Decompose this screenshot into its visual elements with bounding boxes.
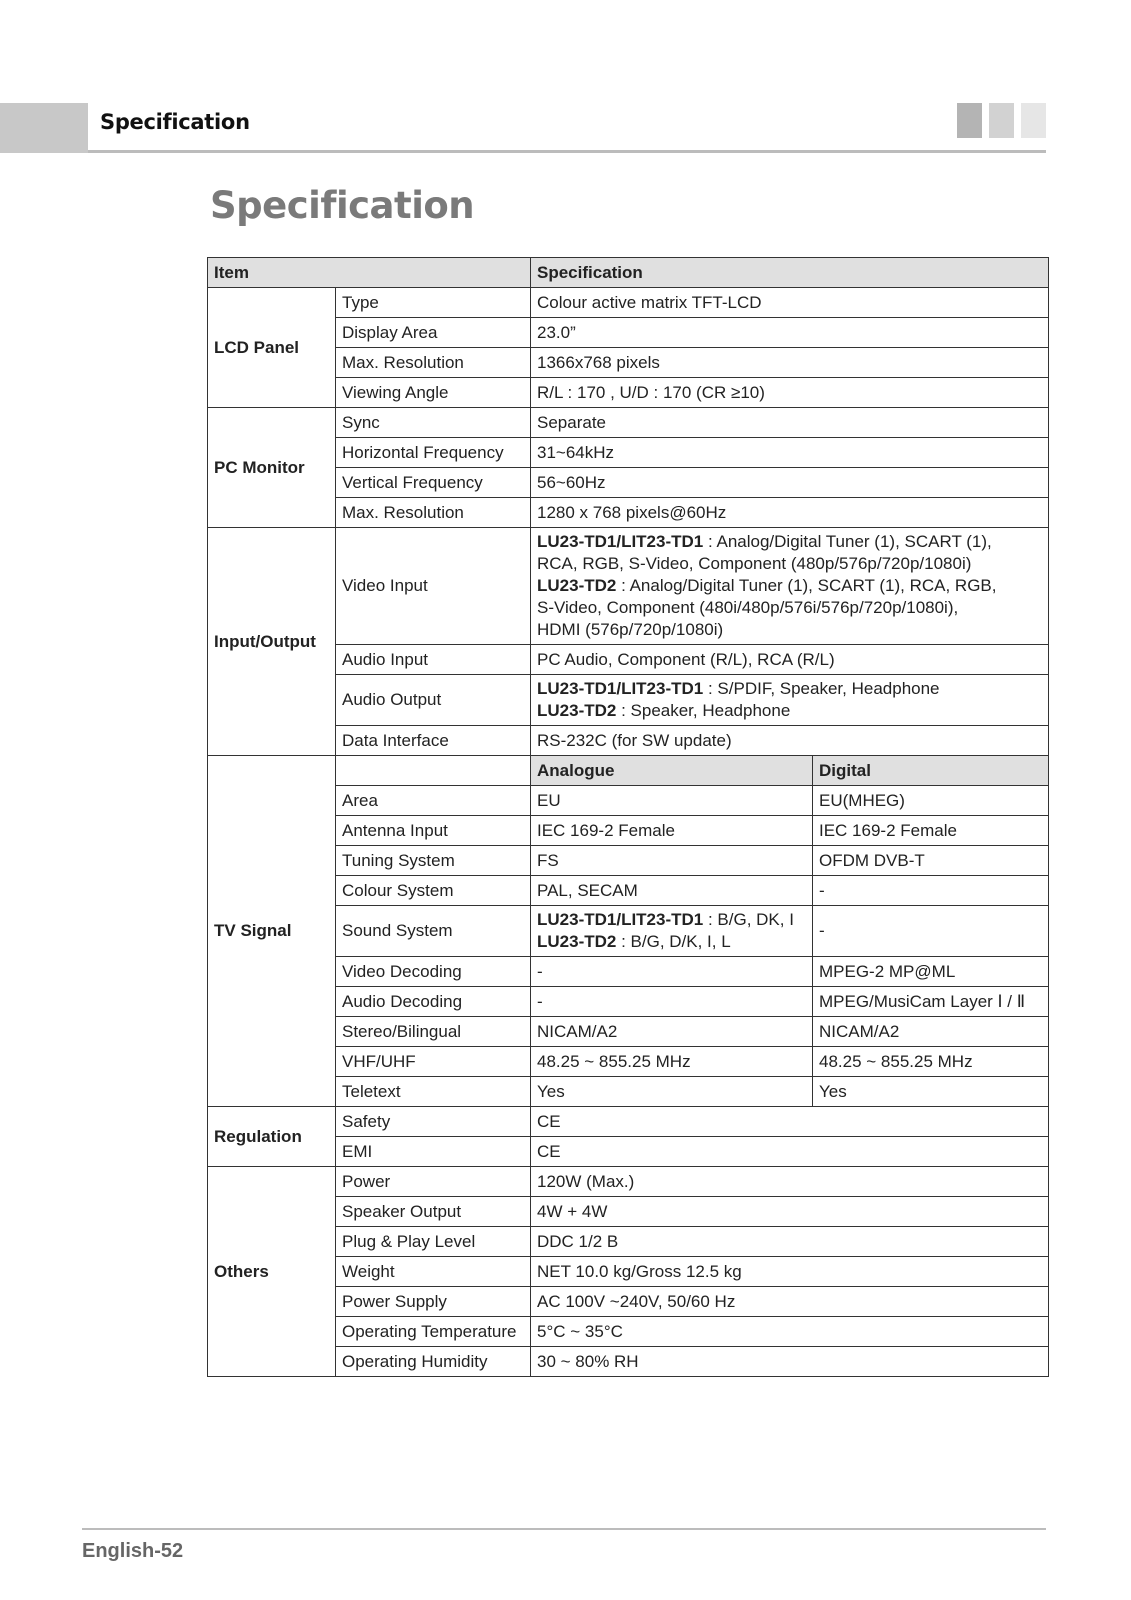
video-input-line-1: [537, 531, 1042, 553]
item-value: R/L : 170 , U/D : 170 (CR ≥10): [531, 378, 1049, 408]
item-label: Stereo/Bilingual: [336, 1017, 531, 1047]
table-header-row: [208, 258, 1049, 288]
model-name: LU23-TD1/LIT23-TD1: [537, 532, 704, 551]
item-value-video-input: [531, 528, 1049, 645]
item-label: Display Area: [336, 318, 531, 348]
digital-value: OFDM DVB-T: [813, 846, 1049, 876]
specification-table: [207, 257, 1049, 1377]
header-specification: Specification: [531, 258, 1049, 288]
item-label: Power Supply: [336, 1287, 531, 1317]
item-label: Power: [336, 1167, 531, 1197]
analogue-value: 48.25 ~ 855.25 MHz: [531, 1047, 813, 1077]
video-input-line-4: S-Video, Component (480i/480p/576i/576p/720p/1080i),: [537, 598, 959, 617]
video-input-line-3: [537, 575, 1042, 597]
empty-cell: [336, 756, 531, 786]
item-value: Colour active matrix TFT-LCD: [531, 288, 1049, 318]
digital-value: Yes: [813, 1077, 1049, 1107]
analogue-value: PAL, SECAM: [531, 876, 813, 906]
table-row: [208, 528, 1049, 645]
item-label: Safety: [336, 1107, 531, 1137]
analogue-value: Yes: [531, 1077, 813, 1107]
subheader-digital: Digital: [813, 756, 1049, 786]
category-lcd-panel: LCD Panel: [208, 288, 336, 408]
item-value: 4W + 4W: [531, 1197, 1049, 1227]
item-label: Operating Humidity: [336, 1347, 531, 1377]
category-tv-signal: TV Signal: [208, 756, 336, 1107]
item-value: 23.0”: [531, 318, 1049, 348]
analogue-value: IEC 169-2 Female: [531, 816, 813, 846]
value-text: : B/G, DK, I: [703, 910, 794, 929]
item-label: Max. Resolution: [336, 498, 531, 528]
item-value: CE: [531, 1137, 1049, 1167]
item-label: Vertical Frequency: [336, 468, 531, 498]
item-label: Operating Temperature: [336, 1317, 531, 1347]
item-label: Type: [336, 288, 531, 318]
item-label: Teletext: [336, 1077, 531, 1107]
analogue-value: -: [531, 957, 813, 987]
item-value: 1280 x 768 pixels@60Hz: [531, 498, 1049, 528]
item-value: PC Audio, Component (R/L), RCA (R/L): [531, 645, 1049, 675]
digital-value: MPEG-2 MP@ML: [813, 957, 1049, 987]
item-label: Max. Resolution: [336, 348, 531, 378]
analogue-value: NICAM/A2: [531, 1017, 813, 1047]
digital-value: EU(MHEG): [813, 786, 1049, 816]
model-name: LU23-TD2: [537, 576, 617, 595]
item-value: DDC 1/2 B: [531, 1227, 1049, 1257]
item-label: Audio Input: [336, 645, 531, 675]
item-label: Audio Output: [336, 675, 531, 726]
table-row: [208, 288, 1049, 318]
analogue-value-sound-system: [531, 906, 813, 957]
item-label: Data Interface: [336, 726, 531, 756]
header-square-mid: [989, 103, 1014, 138]
item-label: Tuning System: [336, 846, 531, 876]
value-text: : Analog/Digital Tuner (1), SCART (1),: [703, 532, 992, 551]
header-accent-block: [0, 103, 88, 153]
table-row: [208, 756, 1049, 786]
table-row: [208, 408, 1049, 438]
audio-output-line-1: [537, 678, 1042, 700]
item-label: Sound System: [336, 906, 531, 957]
header-rule: [88, 150, 1046, 153]
video-input-line-5: HDMI (576p/720p/1080i): [537, 620, 724, 639]
model-name: LU23-TD2: [537, 932, 617, 951]
model-name: LU23-TD1/LIT23-TD1: [537, 679, 704, 698]
table-row: [208, 1107, 1049, 1137]
analogue-value: FS: [531, 846, 813, 876]
digital-value: MPEG/MusiCam Layer Ⅰ / Ⅱ: [813, 987, 1049, 1017]
item-value: Separate: [531, 408, 1049, 438]
item-value: CE: [531, 1107, 1049, 1137]
item-value: NET 10.0 kg/Gross 12.5 kg: [531, 1257, 1049, 1287]
item-label: Video Input: [336, 528, 531, 645]
item-label: Video Decoding: [336, 957, 531, 987]
video-input-line-2: RCA, RGB, S-Video, Component (480p/576p/720p/1080i): [537, 554, 972, 573]
item-label: Viewing Angle: [336, 378, 531, 408]
item-label: Area: [336, 786, 531, 816]
analogue-value: EU: [531, 786, 813, 816]
model-name: LU23-TD1/LIT23-TD1: [537, 910, 704, 929]
sound-system-line-2: [537, 931, 806, 953]
page-number: English-52: [82, 1540, 184, 1562]
item-label: Colour System: [336, 876, 531, 906]
digital-value: 48.25 ~ 855.25 MHz: [813, 1047, 1049, 1077]
digital-value: IEC 169-2 Female: [813, 816, 1049, 846]
digital-value: -: [813, 876, 1049, 906]
item-label: Speaker Output: [336, 1197, 531, 1227]
item-value: 120W (Max.): [531, 1167, 1049, 1197]
value-text: : Analog/Digital Tuner (1), SCART (1), RCA, RGB,: [616, 576, 997, 595]
sound-system-line-1: [537, 909, 806, 931]
item-label: VHF/UHF: [336, 1047, 531, 1077]
item-label: Audio Decoding: [336, 987, 531, 1017]
header-square-dark: [957, 103, 982, 138]
header-item: Item: [208, 258, 531, 288]
item-value: AC 100V ~240V, 50/60 Hz: [531, 1287, 1049, 1317]
item-value: 30 ~ 80% RH: [531, 1347, 1049, 1377]
footer-rule: [82, 1528, 1046, 1530]
value-text: : Speaker, Headphone: [616, 701, 791, 720]
item-value: 31~64kHz: [531, 438, 1049, 468]
item-label: EMI: [336, 1137, 531, 1167]
category-regulation: Regulation: [208, 1107, 336, 1167]
item-label: Sync: [336, 408, 531, 438]
subheader-analogue: Analogue: [531, 756, 813, 786]
model-name: LU23-TD2: [537, 701, 617, 720]
category-others: Others: [208, 1167, 336, 1377]
analogue-value: -: [531, 987, 813, 1017]
value-text: : B/G, D/K, I, L: [616, 932, 731, 951]
digital-value: -: [813, 906, 1049, 957]
item-value: 56~60Hz: [531, 468, 1049, 498]
header-title: Specification: [100, 110, 250, 134]
item-label: Weight: [336, 1257, 531, 1287]
item-value-audio-output: [531, 675, 1049, 726]
category-pc-monitor: PC Monitor: [208, 408, 336, 528]
audio-output-line-2: [537, 700, 1042, 722]
item-value: RS-232C (for SW update): [531, 726, 1049, 756]
category-input-output: Input/Output: [208, 528, 336, 756]
digital-value: NICAM/A2: [813, 1017, 1049, 1047]
item-label: Plug & Play Level: [336, 1227, 531, 1257]
item-value: 1366x768 pixels: [531, 348, 1049, 378]
header-square-light: [1021, 103, 1046, 138]
item-label: Antenna Input: [336, 816, 531, 846]
item-value: 5°C ~ 35°C: [531, 1317, 1049, 1347]
table-row: [208, 1167, 1049, 1197]
item-label: Horizontal Frequency: [336, 438, 531, 468]
value-text: : S/PDIF, Speaker, Headphone: [703, 679, 940, 698]
page-title: Specification: [210, 184, 475, 227]
